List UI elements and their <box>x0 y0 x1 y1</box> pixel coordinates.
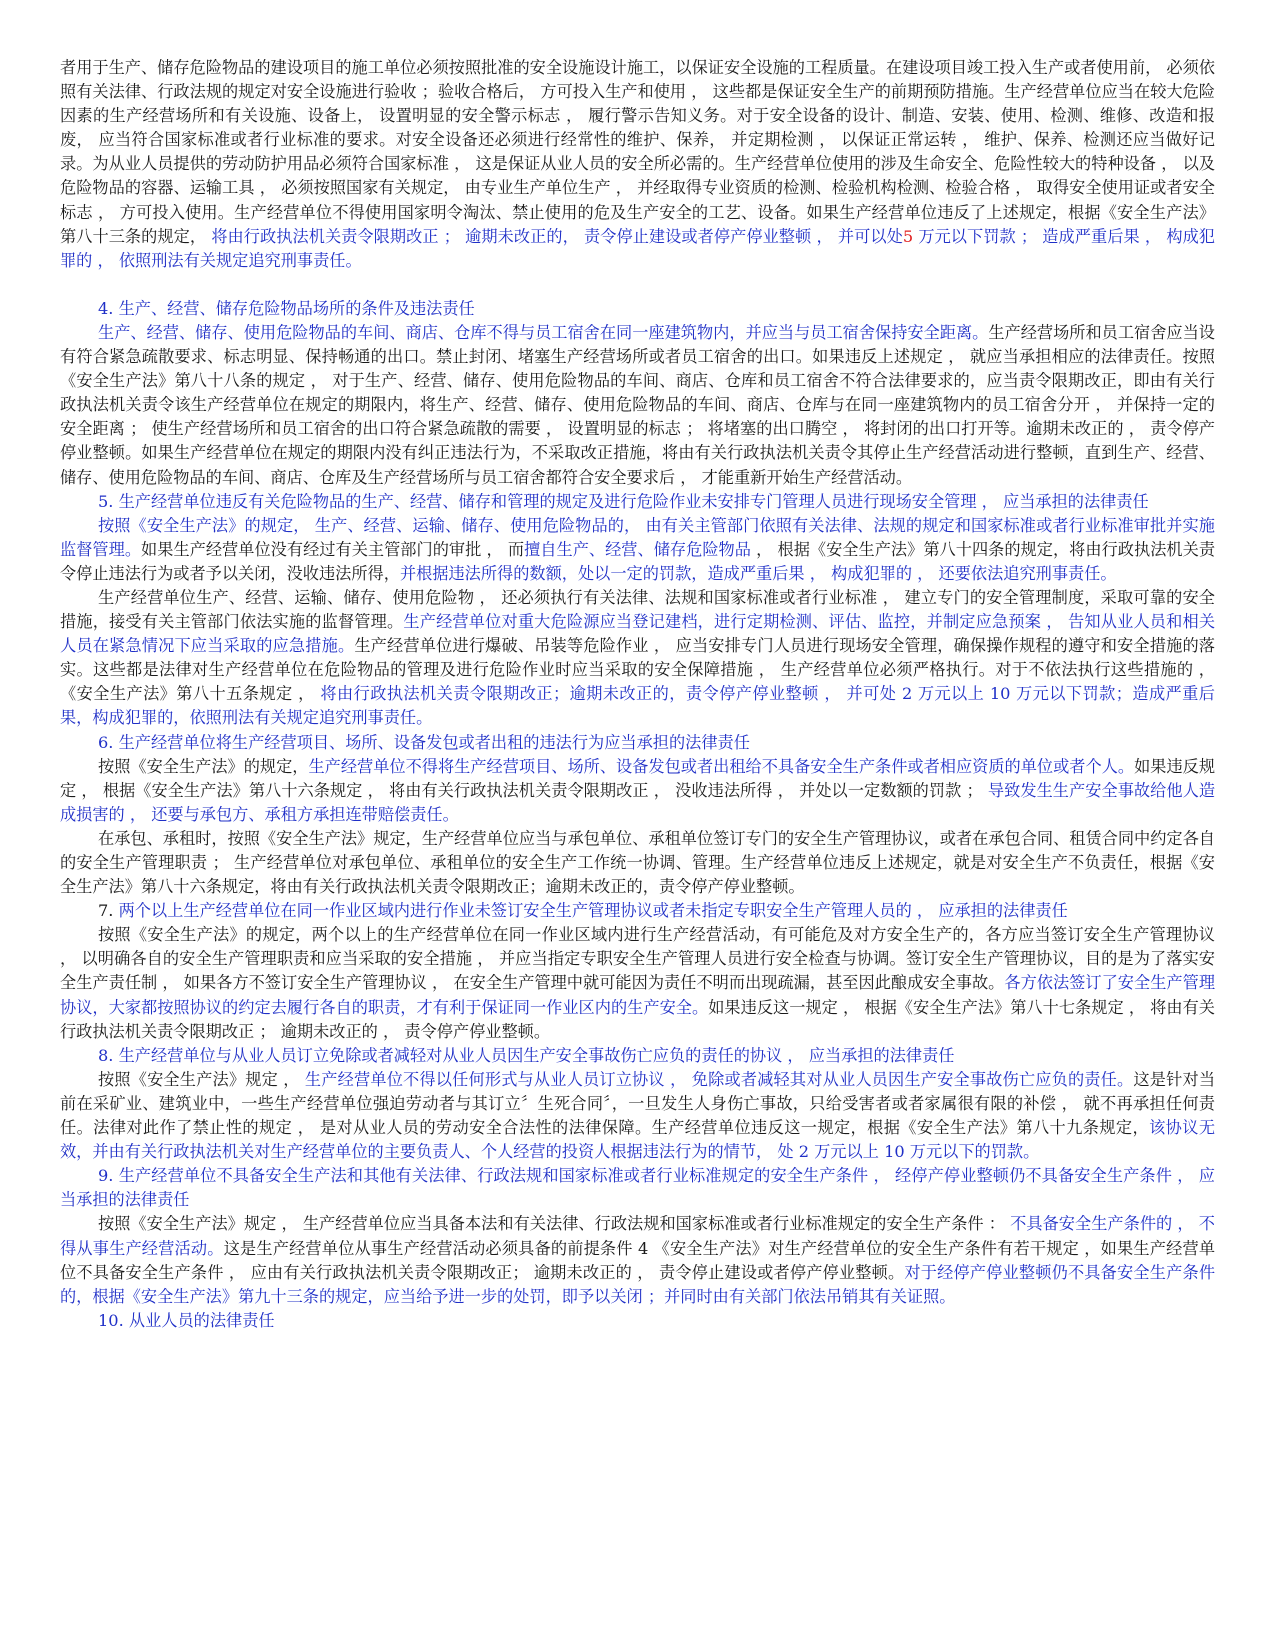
text-run: 7. <box>98 901 114 921</box>
paragraph <box>60 1164 1215 1212</box>
highlighted-text-run: 9. 生产经营单位不具备安全生产法和其他有关法律、行政法规和国家标准或者行业标准规定的安全生产条件 ， 经停产停业整顿仍不具备安全生产条件 ， 应当承担的法律责任 <box>60 1166 1215 1210</box>
highlighted-text-run: 生产、经营、储存、使用危险物品的车间、商店、仓库不得与员工宿舍在同一座建筑物内，并应当与员工宿舍保持安全距离。 <box>98 322 989 342</box>
text-run: ， 根据《安全生产法》第八十四条的规定，将由行政执法机关责令停止违法行为或者予以关闭，没收违法所得， <box>60 539 1216 583</box>
highlighted-text-run: 10. 从业人员的法律责任 <box>98 1310 275 1330</box>
paragraph <box>60 755 1215 827</box>
paragraph <box>60 899 1215 923</box>
highlighted-text-run: 万元以下罚款 ； 造成严重后果 ， 构成犯罪的 ， 依照刑法有关规定追究刑事责任。 <box>60 226 1215 270</box>
text-run: 如果违反规定 ， 根据《安全生产法》第八十六条规定 ， 将由有关行政执法机关责令限期改正 ， 没收违法所得 ， 并处以一定数额的罚款 ； <box>60 756 1216 800</box>
paragraph <box>60 1044 1215 1068</box>
paragraph <box>60 827 1215 899</box>
paragraph <box>60 586 1215 731</box>
paragraph <box>60 1068 1215 1164</box>
paragraph <box>60 731 1215 755</box>
highlighted-text-run: 生产经营单位对重大危险源应当登记建档，进行定期检测、评估、监控，并制定应急预案 ， 告知从业人员和相关人员在紧急情况下应当采取的应急措施。 <box>60 612 1216 656</box>
highlighted-text-run: 4. 生产、经营、储存危险物品场所的条件及违法责任 <box>98 298 475 318</box>
text-run: 生产经营单位生产、经营、运输、储存、使用危险物 ， 还必须执行有关法律、法规和国家标准或者行业标准 ， 建立专门的安全管理制度，采取可靠的安全措施，接受有关主管部门依法实施的监督管理。 <box>60 587 1215 632</box>
highlighted-text-run: 5. 生产经营单位违反有关危险物品的生产、经营、储存和管理的规定及进行危险作业未安排专门管理人员进行现场安全管理 ， 应当承担的法律责任 <box>98 491 1149 511</box>
highlighted-text-run: 按照《安全生产法》的规定， 生产、经营、运输、储存、使用危险物品的， 由有关主管部门依照有关法律、法规的规定和国家标准或者行业标准审批并实施监督管理。 <box>60 515 1215 559</box>
paragraph <box>60 321 1215 490</box>
highlighted-text-run: 生产经营单位不得以任何形式与从业人员订立协议 ， 免除或者减轻其对从业人员因生产安全事故伤亡应负的责任。 <box>304 1069 1134 1089</box>
text-run: 生产经营单位进行爆破、吊装等危险作业 ， 应当安排专门人员进行现场安全管理，确保操作规程的遵守和安全措施的落实。这些都是法律对生产经营单位在危险物品的管理及进行危险作业时应当采取的安全保障措施 ， 生产经营单位必须严格执行。对于不依法执行这些措施的 ，《安全生产法》第八十五条规定 ， <box>60 636 1215 704</box>
paragraph <box>60 490 1215 514</box>
paragraph <box>60 297 1215 321</box>
highlighted-text-run: 将由行政执法机关责令限期改正；逾期未改正的，责令停产停业整顿 ， 并可处 2 万元以上 10 万元以下罚款；造成严重后果，构成犯罪的，依照刑法有关规定追究刑事责任。 <box>60 684 1215 728</box>
text-run: 者用于生产、储存危险物品的建设项目的施工单位必须按照批准的安全设施设计施工，以保证安全设施的工程质量。在建设项目竣工投入生产或者使用前， 必须依照有关法律、行政法规的规定对安全设施进行验收 ；验收合格后， 方可投入生产和使用 ， 这些都是保证安全生产的前期预防措施。生产经营单位应当在较大危险因素的生产经营场所和有关设施、设备上， 设置明显的安全警示标志 ， 履行警示告知义务。对于安全设备的设计、制造、安装、使用、检测、维修、改造和报废， 应当符合国家标准或者行业标准的要求。对安全设备还必须进行经常性的维护、保养， 并定期检测 ， 以保证正常运转 ， 维护、保养、检测还应当做好记录。为从业人员提供的劳动防护用品必须符合国家标准 ， 这是保证从业人员的安全所必需的。生产经营单位使用的涉及生命安全、危险性较大的特种设备 ， 以及危险物品的容器、运输工具 ， 必须按照国家有关规定， 由专业生产单位生产 ， 并经取得专业资质的检测、检验机构检测、检验合格 ， 取得安全使用证或者安全标志 ， 方可投入使用。生产经营单位不得使用国家明令淘汰、禁止使用的危及生产安全的工艺、设备。如果生产经营单位违反了上述规定，根据《安全生产法》第八十三条的规定， <box>60 58 1215 246</box>
paragraph <box>60 514 1215 586</box>
text-run: 按照《安全生产法》规定 ， <box>98 1069 305 1089</box>
paragraph <box>60 56 1215 273</box>
highlighted-text-run: 导致发生生产安全事故给他人造成损害的 ， 还要与承包方、承租方承担连带赔偿责任。 <box>60 780 1216 824</box>
text-run: 这是生产经营单位从事生产经营活动必须具备的前提条件 4 《安全生产法》对生产经营单位的安全生产条件有若干规定 ，如果生产经营单位不具备安全生产条件 ， 应由有关行政执法机关责令限期改正； 逾期未改正的 ， 责令停止建设或者停产停业整顿。 <box>60 1238 1216 1282</box>
highlighted-text-run: 两个以上生产经营单位在同一作业区域内进行作业未签订安全生产管理协议或者未指定专职安全生产管理人员的 ， 应承担的法律责任 <box>113 901 1068 921</box>
text-run: 按照《安全生产法》的规定，两个以上的生产经营单位在同一作业区域内进行生产经营活动，有可能危及对方安全生产的，各方应当签订安全生产管理协议 ， 以明确各自的安全生产管理职责和应当采取的安全措施 ， 并应当指定专职安全生产管理人员进行安全检查与协调。签订安全生产管理协议，目的是为了落实安全生产责任制 ， 如果各方不签订安全生产管理协议 ， 在安全生产管理中就可能因为责任不明而出现疏漏，甚至因此酿成安全事故。 <box>60 925 1215 993</box>
text-run: 如果生产经营单位没有经过有关主管部门的审批 ， 而 <box>141 539 525 559</box>
text-run: 如果违反这一规定 ， 根据《安全生产法》第八十七条规定 ， 将由有关行政执法机关责令限期改正 ； 逾期未改正的 ， 责令停产停业整顿。 <box>60 997 1215 1041</box>
highlighted-text-run: 并根据违法所得的数额，处以一定的罚款，造成严重后果 ， 构成犯罪的 ， 还要依法追究刑事责任。 <box>399 563 1117 583</box>
text-run: 生产经营场所和员工宿舍应当设有符合紧急疏散要求、标志明显、保持畅通的出口。禁止封闭、堵塞生产经营场所或者员工宿舍的出口。如果违反上述规定 ， 就应当承担相应的法律责任。按照《安全生产法》第八十八条的规定 ， 对于生产、经营、储存、使用危险物品的车间、商店、仓库和员工宿舍不符合法律要求的，应当责令限期改正，即由有关行政执法机关责令该生产经营单位在规定的期限内，将生产、经营、储存、使用危险物品的车间、商店、仓库与在同一座建筑物内的员工宿舍分开 ， 并保持一定的安全距离 ； 使生产经营场所和员工宿舍的出口符合紧急疏散的需要 ， 设置明显的标志 ； 将堵塞的出口腾空 ， 将封闭的出口打开等。逾期未改正的 ， 责令停产停业整顿。如果生产经营单位在规定的期限内没有纠正违法行为，不采取改正措施，将由有关行政执法机关责令其停止生产经营活动进行整顿，直到生产、经营、储存、使用危险物品的车间、商店、仓库及生产经营场所与员工宿舍都符合安全要求后 ， 才能重新开始生产经营活动。 <box>60 322 1215 487</box>
highlighted-text-run: 生产经营单位不得将生产经营项目、场所、设备发包或者出租给不具备安全生产条件或者相应资质的单位或者个人。 <box>308 756 1135 776</box>
highlighted-text-run: 不具备安全生产条件的 ， 不得从事生产经营活动。 <box>60 1214 1215 1258</box>
text-run: 按照《安全生产法》的规定， <box>98 756 309 776</box>
text-run: 按照《安全生产法》规定 ， 生产经营单位应当具备本法和有关法律、行政法规和国家标准或者行业标准规定的安全生产条件 ： <box>98 1214 1011 1234</box>
paragraph <box>60 1309 1215 1333</box>
highlighted-text-run: 将由行政执法机关责令限期改正 ； 逾期未改正的， 责令停止建设或者停产停业整顿 ， 并可以处 <box>211 226 903 246</box>
highlighted-text-run: 对于经停产停业整顿仍不具备安全生产条件的，根据《安全生产法》第九十三条的规定，应当给予进一步的处罚，即予以关闭 ；并同时由有关部门依法吊销其有关证照。 <box>60 1262 1216 1306</box>
highlighted-text-run: 6. 生产经营单位将生产经营项目、场所、设备发包或者出租的违法行为应当承担的法律责任 <box>98 732 750 752</box>
text-run: 这是针对当前在采矿业、建筑业中，一些生产经营单位强迫劳动者与其订立〞生死合同〞，一旦发生人身伤亡事故，只给受害者或者家属很有限的补偿 ， 就不再承担任何责任。法律对此作了禁止性的规定 ， 是对从业人员的劳动安全合法性的法律保障。生产经营单位违反这一规定，根据《安全生产法》第八十九条规定， <box>60 1069 1216 1138</box>
highlighted-text-run: 8. 生产经营单位与从业人员订立免除或者减轻对从业人员因生产安全事故伤亡应负的责任的协议 ， 应当承担的法律责任 <box>98 1045 955 1065</box>
paragraph-spacer <box>60 273 1215 297</box>
highlighted-text-run: 擅自生产、经营、储存危险物品 <box>524 539 751 559</box>
highlighted-text-run: 各方依法签订了安全生产管理协议，大家都按照协议的约定去履行各自的职责，才有利于保证同一作业区内的生产安全。 <box>60 973 1216 1017</box>
paragraph <box>60 1212 1215 1308</box>
highlighted-text-run: 5 <box>902 226 914 246</box>
paragraph <box>60 923 1215 1043</box>
highlighted-text-run: 该协议无效，并由有关行政执法机关对生产经营单位的主要负责人、个人经营的投资人根据违法行为的情节， 处 2 万元以上 10 万元以下的罚款。 <box>60 1118 1216 1162</box>
text-run: 在承包、承租时，按照《安全生产法》规定，生产经营单位应当与承包单位、承租单位签订专门的安全生产管理协议，或者在承包合同、租赁合同中约定各自的安全生产管理职责 ； 生产经营单位对承包单位、承租单位的安全生产工作统一协调、管理。生产经营单位违反上述规定，就是对安全生产不负责任，根据《安全生产法》第八十六条规定，将由有关行政执法机关责令限期改正；逾期未改正的，责令停产停业整顿。 <box>60 828 1215 897</box>
